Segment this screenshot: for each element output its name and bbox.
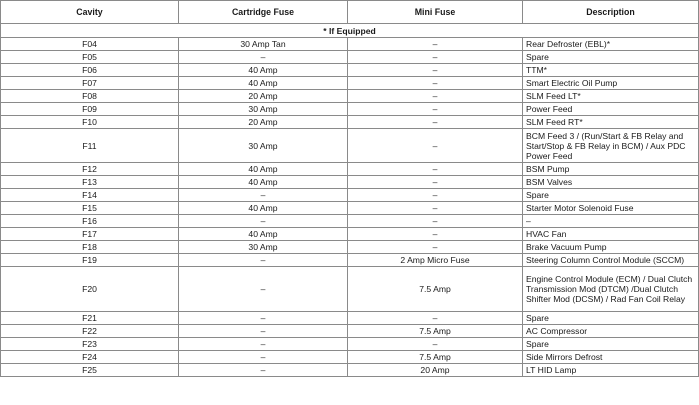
table-body xyxy=(1,24,699,377)
cartridge-fuse-cell: 40 Amp xyxy=(179,176,348,189)
cavity-cell: F14 xyxy=(1,189,179,202)
cavity-cell: F19 xyxy=(1,254,179,267)
cartridge-fuse-cell: – xyxy=(179,267,348,312)
table-row xyxy=(1,116,699,129)
cartridge-fuse-cell: 40 Amp xyxy=(179,202,348,215)
description-cell: Brake Vacuum Pump xyxy=(523,241,699,254)
table-row xyxy=(1,228,699,241)
header-description: Description xyxy=(523,1,699,24)
cartridge-fuse-cell: 30 Amp xyxy=(179,241,348,254)
table-row xyxy=(1,90,699,103)
cartridge-fuse-cell: 20 Amp xyxy=(179,90,348,103)
cartridge-fuse-cell: 40 Amp xyxy=(179,77,348,90)
mini-fuse-cell: – xyxy=(348,51,523,64)
cartridge-fuse-cell: 40 Amp xyxy=(179,64,348,77)
description-cell: Spare xyxy=(523,338,699,351)
description-cell: Engine Control Module (ECM) / Dual Clutch Transmission Mod (DTCM) /Dual Clutch Shifter Mod (DCSM) / Rad Fan Coil Relay xyxy=(523,267,699,312)
mini-fuse-cell: – xyxy=(348,38,523,51)
table-row xyxy=(1,77,699,90)
cavity-cell: F13 xyxy=(1,176,179,189)
mini-fuse-cell: – xyxy=(348,64,523,77)
cavity-cell: F18 xyxy=(1,241,179,254)
table-row xyxy=(1,241,699,254)
table-row xyxy=(1,267,699,312)
table-row xyxy=(1,338,699,351)
cavity-cell: F23 xyxy=(1,338,179,351)
note-row xyxy=(1,24,699,38)
cavity-cell: F15 xyxy=(1,202,179,215)
description-cell: BSM Pump xyxy=(523,163,699,176)
table-row xyxy=(1,215,699,228)
cavity-cell: F21 xyxy=(1,312,179,325)
table-row xyxy=(1,129,699,163)
cartridge-fuse-cell: – xyxy=(179,325,348,338)
description-cell: Power Feed xyxy=(523,103,699,116)
description-cell: Spare xyxy=(523,51,699,64)
cavity-cell: F17 xyxy=(1,228,179,241)
table-row xyxy=(1,351,699,364)
cartridge-fuse-cell: 20 Amp xyxy=(179,116,348,129)
header-row xyxy=(1,1,699,24)
cavity-cell: F24 xyxy=(1,351,179,364)
mini-fuse-cell: – xyxy=(348,77,523,90)
cavity-cell: F10 xyxy=(1,116,179,129)
mini-fuse-cell: – xyxy=(348,103,523,116)
mini-fuse-cell: – xyxy=(348,189,523,202)
cavity-cell: F05 xyxy=(1,51,179,64)
cartridge-fuse-cell: – xyxy=(179,312,348,325)
mini-fuse-cell: – xyxy=(348,116,523,129)
description-cell: Spare xyxy=(523,312,699,325)
header-cavity: Cavity xyxy=(1,1,179,24)
mini-fuse-cell: – xyxy=(348,202,523,215)
table-row xyxy=(1,202,699,215)
header-cartridge-fuse: Cartridge Fuse xyxy=(179,1,348,24)
table-row xyxy=(1,254,699,267)
cartridge-fuse-cell: – xyxy=(179,351,348,364)
description-cell: – xyxy=(523,215,699,228)
mini-fuse-cell: 20 Amp xyxy=(348,364,523,377)
mini-fuse-cell: – xyxy=(348,129,523,163)
mini-fuse-cell: – xyxy=(348,215,523,228)
cartridge-fuse-cell: – xyxy=(179,189,348,202)
cartridge-fuse-cell: – xyxy=(179,338,348,351)
description-cell: HVAC Fan xyxy=(523,228,699,241)
table-row xyxy=(1,103,699,116)
cavity-cell: F16 xyxy=(1,215,179,228)
cavity-cell: F12 xyxy=(1,163,179,176)
description-cell: AC Compressor xyxy=(523,325,699,338)
cartridge-fuse-cell: 30 Amp xyxy=(179,103,348,116)
mini-fuse-cell: – xyxy=(348,241,523,254)
if-equipped-note: * If Equipped xyxy=(1,24,699,38)
cartridge-fuse-cell: 40 Amp xyxy=(179,228,348,241)
mini-fuse-cell: – xyxy=(348,163,523,176)
cartridge-fuse-cell: – xyxy=(179,254,348,267)
mini-fuse-cell: 2 Amp Micro Fuse xyxy=(348,254,523,267)
table-row xyxy=(1,189,699,202)
description-cell: Side Mirrors Defrost xyxy=(523,351,699,364)
table-row xyxy=(1,51,699,64)
description-cell: SLM Feed LT* xyxy=(523,90,699,103)
description-cell: Steering Column Control Module (SCCM) xyxy=(523,254,699,267)
cartridge-fuse-cell: – xyxy=(179,364,348,377)
table-row xyxy=(1,312,699,325)
description-cell: Starter Motor Solenoid Fuse xyxy=(523,202,699,215)
mini-fuse-cell: 7.5 Amp xyxy=(348,351,523,364)
cavity-cell: F22 xyxy=(1,325,179,338)
mini-fuse-cell: 7.5 Amp xyxy=(348,267,523,312)
table-row xyxy=(1,176,699,189)
mini-fuse-cell: – xyxy=(348,90,523,103)
cartridge-fuse-cell: – xyxy=(179,51,348,64)
description-cell: Rear Defroster (EBL)* xyxy=(523,38,699,51)
description-cell: Smart Electric Oil Pump xyxy=(523,77,699,90)
cavity-cell: F11 xyxy=(1,129,179,163)
table-row xyxy=(1,325,699,338)
table-row xyxy=(1,64,699,77)
cavity-cell: F07 xyxy=(1,77,179,90)
header-mini-fuse: Mini Fuse xyxy=(348,1,523,24)
cavity-cell: F25 xyxy=(1,364,179,377)
cavity-cell: F06 xyxy=(1,64,179,77)
mini-fuse-cell: – xyxy=(348,312,523,325)
description-cell: SLM Feed RT* xyxy=(523,116,699,129)
mini-fuse-cell: – xyxy=(348,176,523,189)
description-cell: BCM Feed 3 / (Run/Start & FB Relay and Start/Stop & FB Relay in BCM) / Aux PDC Power Feed xyxy=(523,129,699,163)
cartridge-fuse-cell: 30 Amp xyxy=(179,129,348,163)
description-cell: TTM* xyxy=(523,64,699,77)
table-row xyxy=(1,163,699,176)
table-row xyxy=(1,38,699,51)
description-cell: Spare xyxy=(523,189,699,202)
cartridge-fuse-cell: 40 Amp xyxy=(179,163,348,176)
description-cell: BSM Valves xyxy=(523,176,699,189)
cartridge-fuse-cell: 30 Amp Tan xyxy=(179,38,348,51)
cavity-cell: F04 xyxy=(1,38,179,51)
cavity-cell: F09 xyxy=(1,103,179,116)
cavity-cell: F20 xyxy=(1,267,179,312)
mini-fuse-cell: – xyxy=(348,228,523,241)
mini-fuse-cell: 7.5 Amp xyxy=(348,325,523,338)
mini-fuse-cell: – xyxy=(348,338,523,351)
table-row xyxy=(1,364,699,377)
cavity-cell: F08 xyxy=(1,90,179,103)
description-cell: LT HID Lamp xyxy=(523,364,699,377)
cartridge-fuse-cell: – xyxy=(179,215,348,228)
